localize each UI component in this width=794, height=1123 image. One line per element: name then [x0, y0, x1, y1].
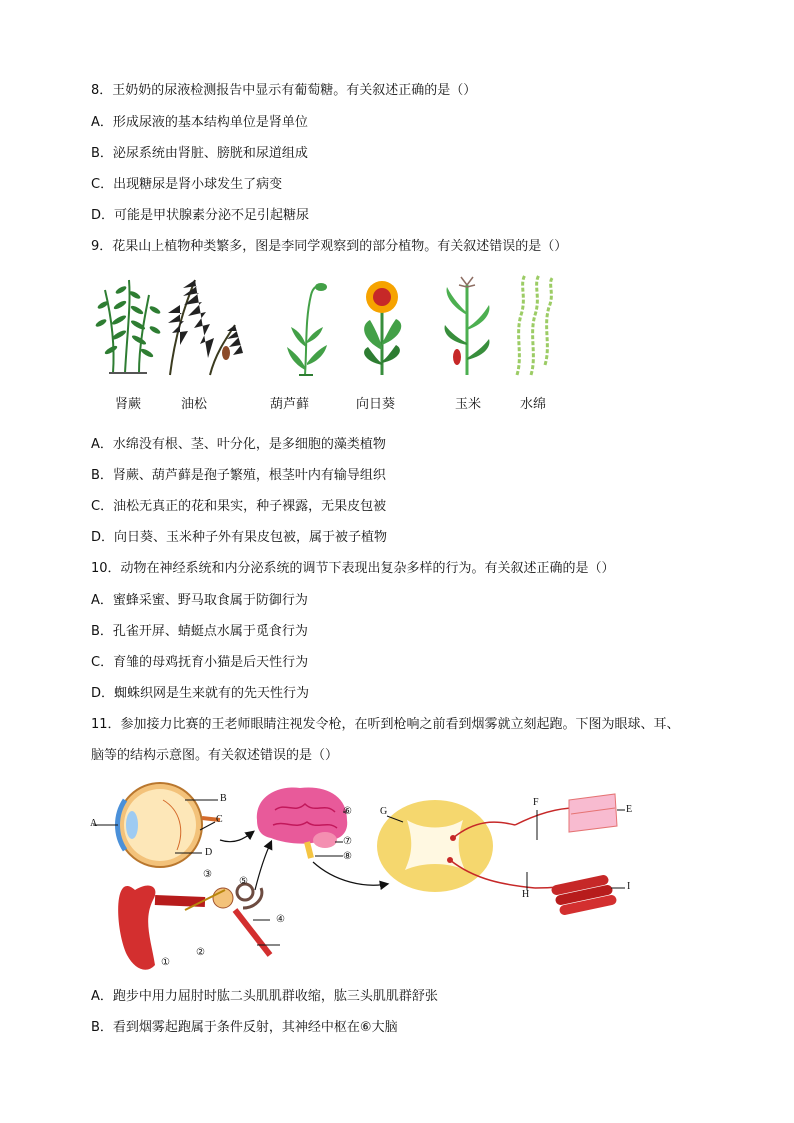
label-g: G: [380, 806, 388, 817]
q8-option-b: B．泌尿系统由肾脏、膀胱和尿道组成: [91, 146, 308, 161]
label-b: B: [220, 793, 227, 804]
label-h: H: [522, 889, 530, 900]
label-4: ④: [276, 914, 285, 925]
q10-option-b: B．孔雀开屏、蜻蜓点水属于觅食行为: [91, 624, 308, 639]
label-f: F: [533, 797, 539, 808]
q10-option-a: A．蜜蜂采蜜、野马取食属于防御行为: [91, 593, 308, 608]
plant-label-spirogyra: 水绵: [520, 397, 547, 412]
q11-stem-line1: 11．参加接力比赛的王老师眼睛注视发令枪，在听到枪响之前看到烟雾就立刻起跑。下图为眼球、耳、: [91, 717, 680, 732]
q9-option-d: D．向日葵、玉米种子外有果皮包被，属于被子植物: [91, 530, 388, 545]
q8-stem: 8．王奶奶的尿液检测报告中显示有葡萄糖。有关叙述正确的是（）: [91, 83, 477, 98]
q10-option-c: C．育雏的母鸡抚育小猫是后天性行为: [91, 655, 309, 670]
ear-drawing: [118, 884, 270, 970]
skin-receptor-drawing: [569, 794, 617, 832]
q9-option-b: B．肾蕨、葫芦藓是孢子繁殖，根茎叶内有输导组织: [91, 468, 386, 483]
q8-option-d: D．可能是甲状腺素分泌不足引起糖尿: [91, 208, 310, 223]
q8-option-c: C．出现糖尿是肾小球发生了病变: [91, 177, 283, 192]
plant-label-pine: 油松: [181, 397, 208, 412]
label-1: ①: [161, 957, 170, 968]
fern-drawing: [95, 280, 161, 373]
label-a: A: [90, 818, 98, 829]
label-6: ⑥: [343, 806, 352, 817]
plant-label-sunflower: 向日葵: [356, 397, 396, 412]
spinal-cord-drawing: [377, 800, 575, 892]
label-3: ③: [203, 869, 212, 880]
q9-stem: 9．花果山上植物种类繁多，图是李同学观察到的部分植物。有关叙述错误的是（）: [91, 239, 568, 254]
label-d: D: [205, 847, 213, 858]
brain-drawing: [257, 787, 347, 858]
q10-stem: 10．动物在神经系统和内分泌系统的调节下表现出复杂多样的行为。有关叙述正确的是（）: [91, 561, 615, 576]
moss-drawing: [287, 283, 327, 375]
muscle-drawing: [551, 874, 618, 916]
label-8: ⑧: [343, 851, 352, 862]
label-2: ②: [196, 947, 205, 958]
label-7: ⑦: [343, 836, 352, 847]
q11-option-b: B．看到烟雾起跑属于条件反射，其神经中枢在⑥大脑: [91, 1020, 398, 1035]
q8-option-a: A．形成尿液的基本结构单位是肾单位: [91, 115, 308, 130]
label-i: I: [627, 881, 631, 892]
label-c: C: [216, 814, 223, 825]
sunflower-drawing: [364, 281, 401, 375]
plant-label-corn: 玉米: [455, 397, 482, 412]
plant-label-moss: 葫芦藓: [270, 397, 310, 412]
q9-option-c: C．油松无真正的花和果实，种子裸露，无果皮包被: [91, 499, 387, 514]
spirogyra-drawing: [517, 275, 553, 375]
q11-option-a: A．跑步中用力屈肘时肱二头肌肌群收缩，肱三头肌肌群舒张: [91, 989, 438, 1004]
label-e: E: [626, 804, 633, 815]
q9-option-a: A．水绵没有根、茎、叶分化，是多细胞的藻类植物: [91, 437, 386, 452]
pine-drawing: [168, 280, 243, 375]
plants-figure: [95, 275, 565, 385]
plant-label-fern: 肾蕨: [115, 397, 142, 412]
reflex-diagram: [85, 780, 645, 980]
q10-option-d: D．蜘蛛织网是生来就有的先天性行为: [91, 686, 310, 701]
label-5: ⑤: [239, 876, 248, 887]
q11-stem-line2: 脑等的结构示意图。有关叙述错误的是（）: [91, 748, 339, 763]
corn-drawing: [445, 277, 490, 375]
